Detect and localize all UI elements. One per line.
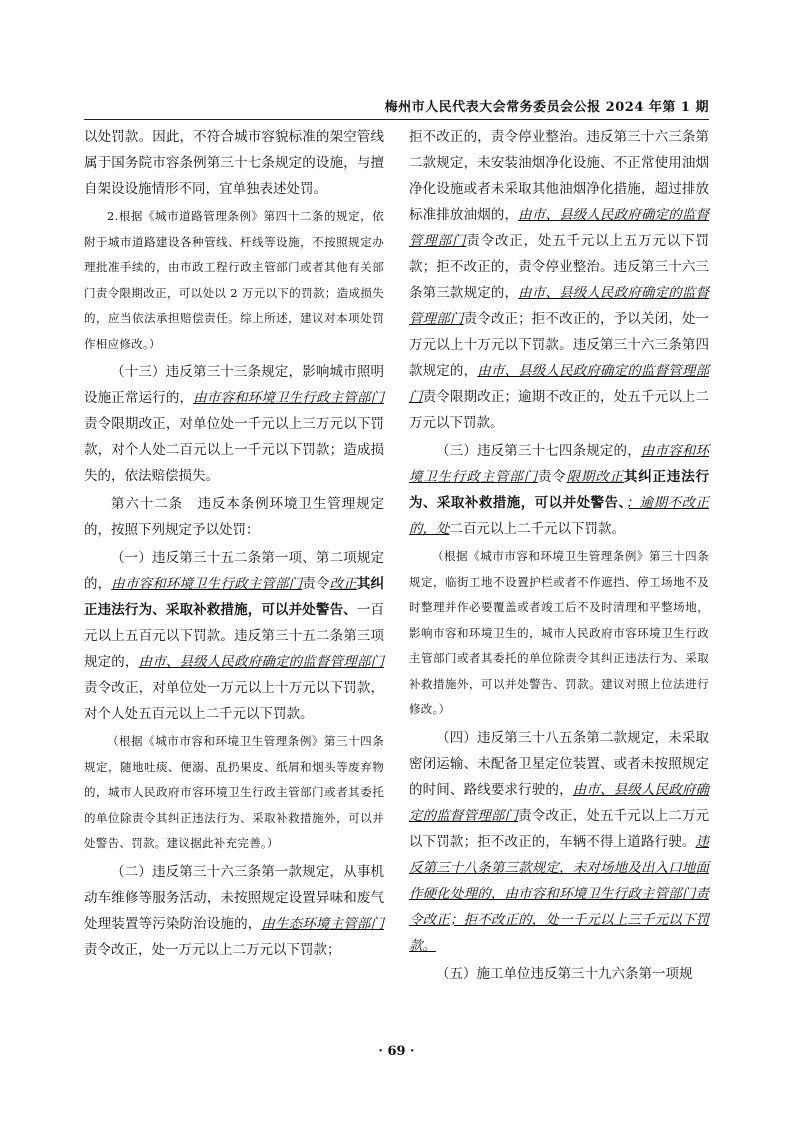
underlined-text: 由市、县级人民政府确定的监督管理部门 (409, 285, 710, 327)
text: 一百元以上五百元以下罚款。违反第三十五二条第三项规定的， (84, 602, 385, 670)
journal-header: 梅州市人民代表大会常务委员会公报 2024 年第 1 期 (384, 100, 709, 115)
text: 责令改正，处一万元以上二万元以下罚款； (84, 941, 341, 958)
legislative-note: 2.根据《城市道路管理条例》第四十二条的规定，依附于城市道路建设各种管线、杆线等设施，不按照规定办理批准手续的，由市政工程行政主管部门或者其他有关部门责令限期改正，可以处以 2 万元以下的罚款；造成损失的，应当依法承担赔偿责任。综上所述，建议对本项处罚作相应修改。） (84, 209, 384, 351)
underlined-text: 由市、县级人民政府确定的监督管理部门 (409, 363, 710, 405)
text: （十三）违反第三十三条规定，影响城市照明设施正常运行的， (84, 364, 384, 406)
underlined-text: 由市容和环境卫生行政主管部门 (409, 443, 710, 485)
clause-2 (84, 859, 384, 963)
text: 责令改正；拒不改正的，予以关闭，处一万元以上十万元以下罚款。违反第三十六三条第四款规定的， (409, 311, 710, 379)
legislative-note: （根据《城市市容和环境卫生管理条例》第三十四条规定，临街工地不设置护栏或者不作遮挡、停工场地不及时整理并作必要覆盖或者竣工后不及时清理和平整场地，影响市容和环境卫生的，城市人民政府市容环境卫生行政主管部门或者其委托的单位除责令其纠正违法行为、采取补救措施外，可以并处警告、罚款。建议对照上位法进行修改。） (409, 549, 709, 716)
bold-text: 其纠正违法行为、采取补救措施，可以并处警告、 (409, 469, 710, 511)
underlined-text: 改正 (329, 576, 357, 592)
text: 责令 (302, 576, 330, 592)
text: 责令改正，处五千元以上二万元以下罚款；拒不改正的，车辆不得上道路行驶。 (409, 807, 710, 850)
underlined-text: 由市、县级人民政府确定的监督管理部门 (409, 781, 710, 824)
text: 责令限期改正；逾期不改正的，处五千元以上二万元以下罚款。 (409, 389, 710, 431)
text: 二百元以上二千元以下罚款。 (449, 521, 625, 537)
underlined-text: 违反第三十八条第三款规定，未对场地及出入口地面作硬化处理的，由市容和环境卫生行政主管部门责令改正；拒不改正的，处一千元以上三千元以下罚款。 (409, 833, 709, 954)
legislative-note: （根据《城市市容和环境卫生管理条例》第三十四条规定，随地吐痰、便溺、乱扔果皮、纸屑和烟头等废弃物的，城市人民政府市容环境卫生行政主管部门或者其委托的单位除责令其纠正违法行为、采取补救措施外，可以并处警告、罚款。建议据此补充完善。） (84, 734, 384, 850)
text: （一）违反第三十五二条第一项、第二项规定的， (84, 550, 384, 592)
underlined-text: 由生态环境主管部门 (261, 915, 385, 932)
clause-5: （五）施工单位违反第三十九六条第一项规 (436, 965, 693, 982)
text: （四）违反第三十八五条第二款规定，未采取密闭运输、未配备卫星定位装置、或者未按照规定的时间、路线要求行驶的， (409, 729, 709, 798)
underlined-text: 由市、县级人民政府确定的监督管理部门 (138, 654, 385, 670)
clause-1 (84, 545, 384, 727)
page-number: · 69 · (378, 1044, 415, 1059)
text: 责令改正，处五千元以上五万元以下罚款；拒不改正的，责令停业整治。违反第三十六三条第三款规定的， (409, 233, 710, 301)
text: 责令限期改正，对单位处一千元以上三万元以下罚款，对个人处二百元以上一千元以下罚款；造成损失的，依法赔偿损失。 (84, 416, 384, 484)
clause-4 (409, 725, 709, 959)
header-rule (84, 119, 709, 120)
underlined-text: 由市、县级人民政府确定的监督管理部门 (409, 207, 710, 249)
underlined-text: 由市容和环境卫生行政主管部门 (193, 390, 385, 406)
clause-13 (84, 359, 384, 489)
text: （三）违反第三十七四条规定的， (436, 443, 641, 459)
text: 责令改正，对单位处一万元以上十万元以下罚款，对个人处五百元以上二千元以下罚款。 (84, 680, 384, 722)
text: 拒不改正的，责令停业整治。违反第三十六三条第二款规定，未安装油烟净化设施、不正常使用油烟净化设施或者未采取其他油烟净化措施，超过排放标准排放油烟的， (409, 129, 709, 223)
underlined-text: 由市容和环境卫生行政主管部门 (111, 576, 303, 592)
paragraph-continuation (409, 124, 709, 436)
article-62: 第六十二条 违反本条例环境卫生管理规定的，按照下列规定予以处罚： (84, 496, 384, 538)
text: 责令 (537, 469, 567, 485)
underlined-text: 限期改正 (566, 469, 624, 485)
underlined-text: ；逾期不改正的，处 (409, 495, 710, 537)
clause-3 (409, 438, 709, 542)
right-column (409, 124, 709, 989)
paragraph-continuation: 以处罚款。因此，不符合城市容貌标准的架空管线属于国务院市容条例第三十七条规定的设施，与擅自架设设施情形不同，宜单独表述处罚。 (84, 129, 384, 197)
text: （二）违反第三十六三条第一款规定，从事机动车维修等服务活动，未按照规定设置异味和废气处理装置等污染防治设施的， (84, 863, 384, 932)
left-column (84, 124, 384, 965)
bold-text: 其纠正违法行为、采取补救措施，可以并处警告、 (84, 576, 385, 618)
